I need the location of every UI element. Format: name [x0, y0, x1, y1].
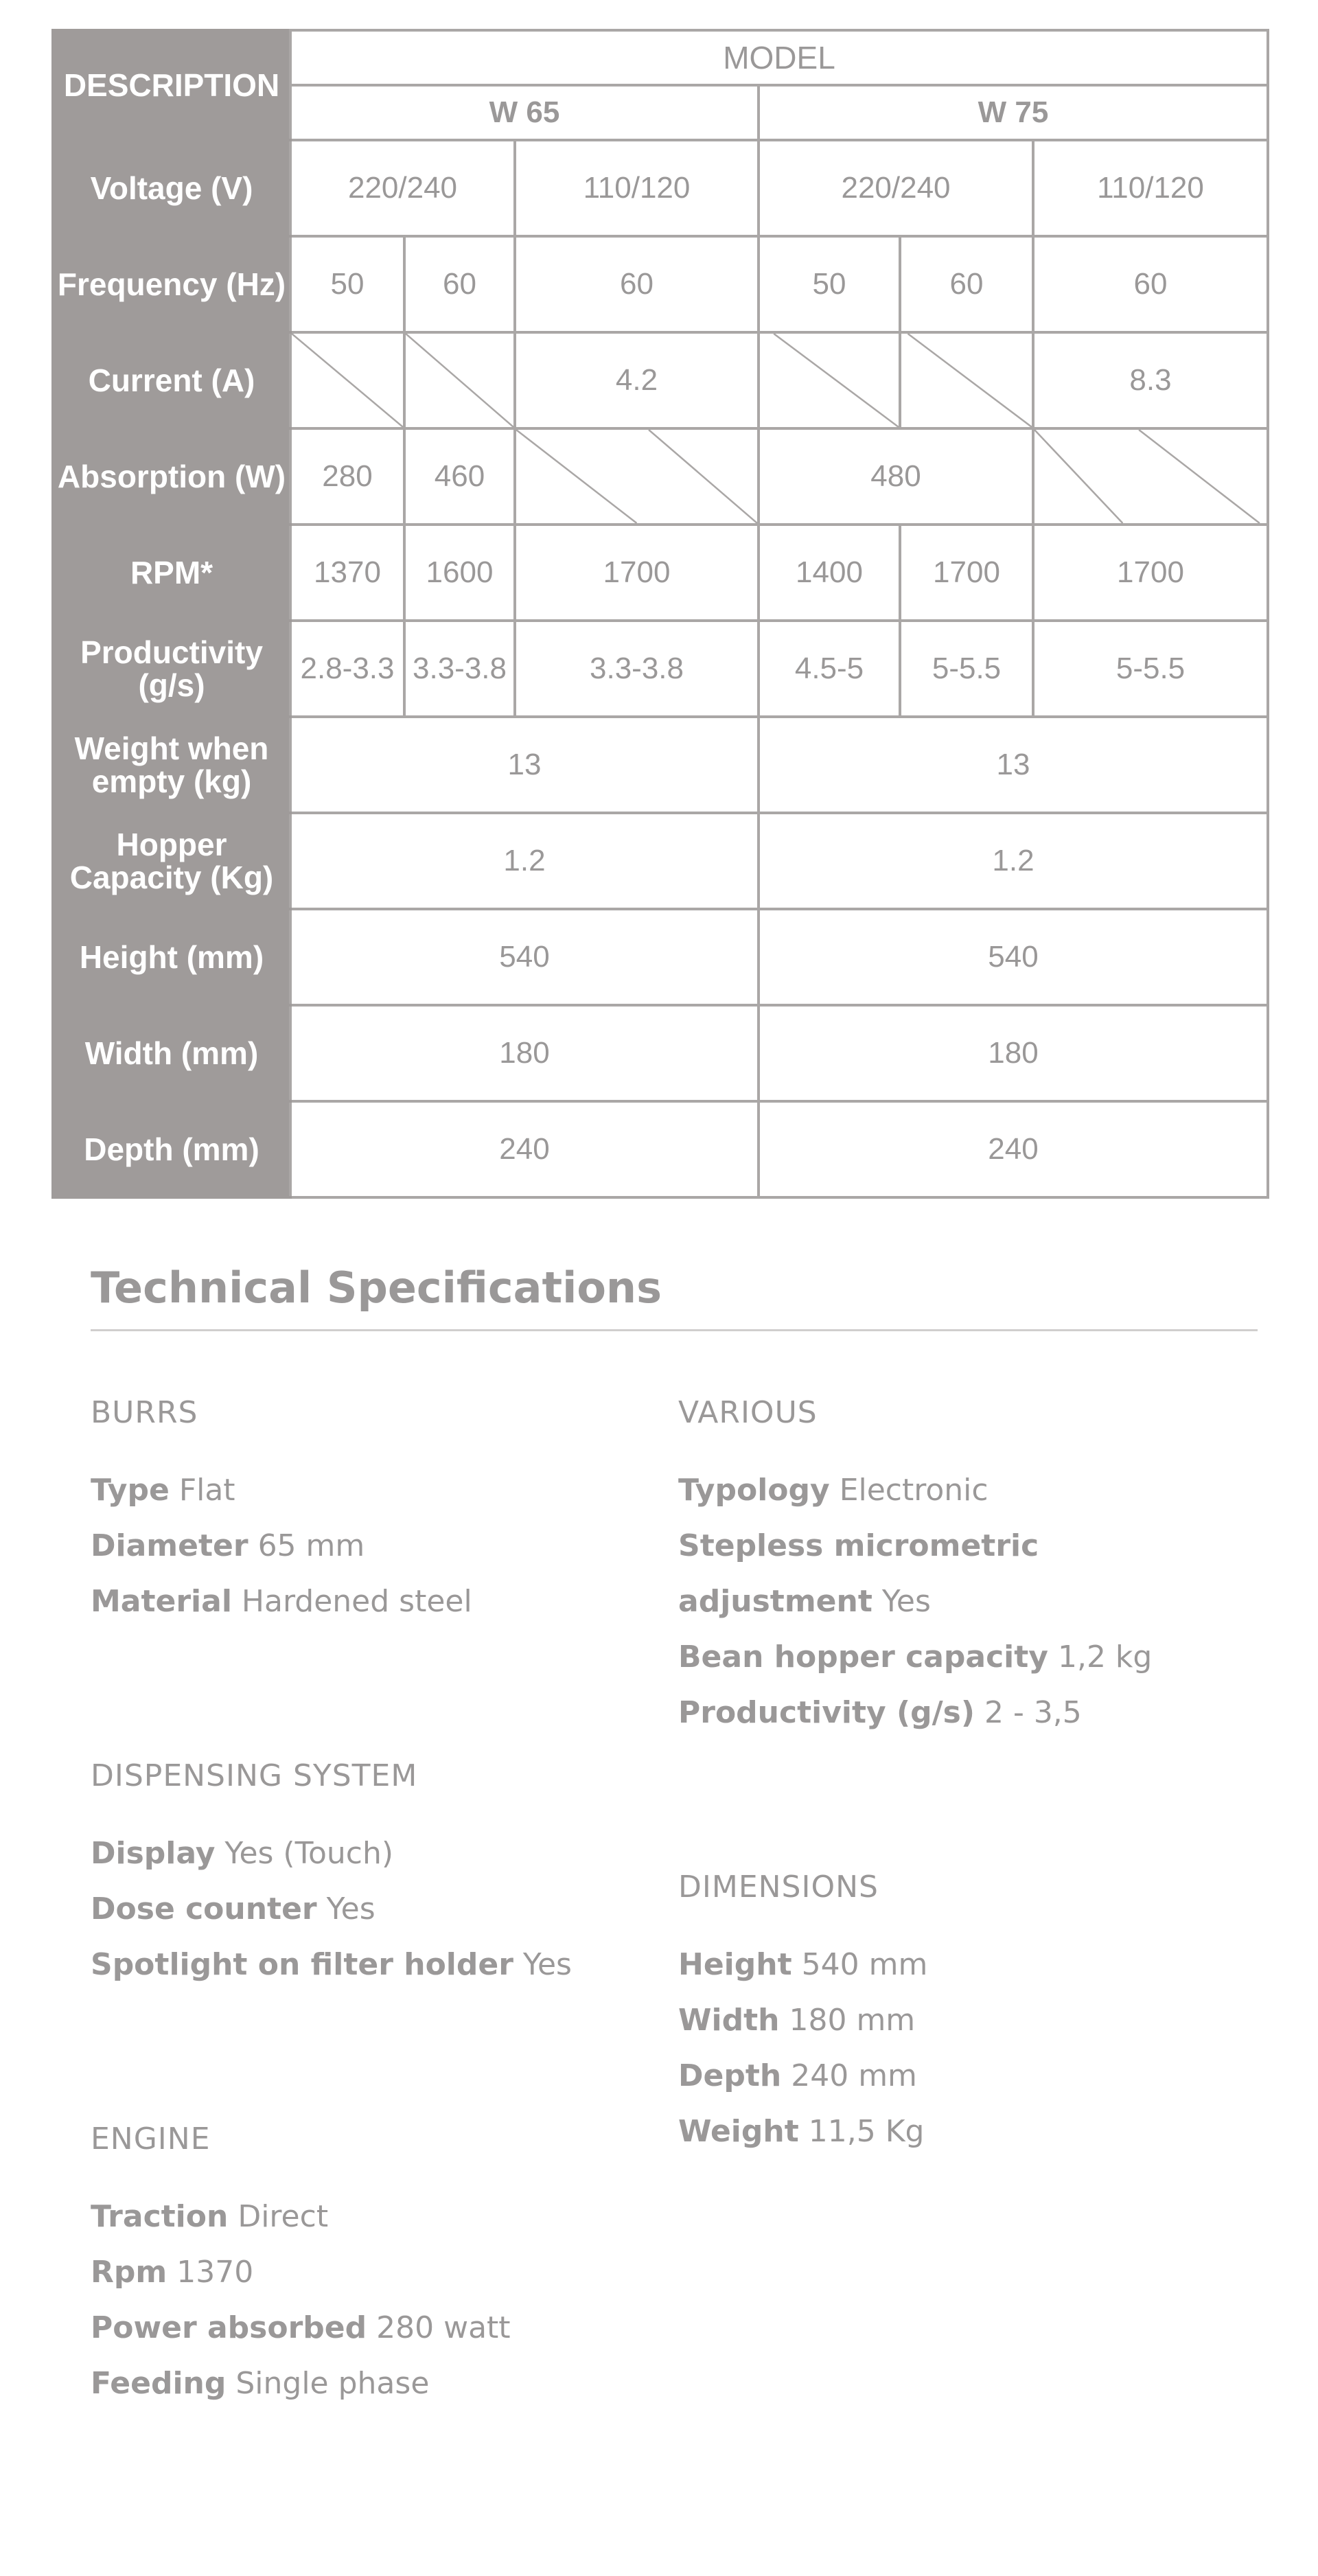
table-cell: 13 — [759, 717, 1268, 813]
table-cell: 60 — [404, 236, 515, 332]
table-cell: 460 — [404, 428, 515, 525]
table-cell: 1400 — [759, 525, 900, 621]
table-cell: 13 — [290, 717, 759, 813]
table-cell: 240 — [759, 1101, 1268, 1197]
row-label: Height (mm) — [53, 909, 290, 1005]
group-title: DISPENSING SYSTEM — [91, 1758, 418, 1793]
group-title: VARIOUS — [678, 1395, 818, 1430]
table-cell: 3.3-3.8 — [515, 621, 759, 717]
table-cell: 280 — [290, 428, 404, 525]
row-label: Width (mm) — [53, 1005, 290, 1101]
empty-cell — [1033, 428, 1268, 525]
row-label: RPM* — [53, 525, 290, 621]
specs-left-column — [91, 1388, 654, 2533]
table-cell: 1370 — [290, 525, 404, 621]
technical-specifications — [91, 1254, 1258, 2401]
empty-cell — [404, 332, 515, 428]
row-label: Productivity (g/s) — [53, 621, 290, 717]
empty-cell — [900, 332, 1033, 428]
table-cell: 2.8-3.3 — [290, 621, 404, 717]
spec-item: Depth 240 mm — [678, 2058, 917, 2093]
group-dimensions — [678, 1863, 1241, 2159]
spec-item: Traction Direct — [91, 2199, 329, 2234]
table-cell: 240 — [290, 1101, 759, 1197]
spec-table — [51, 29, 1269, 1199]
model-w65: W 65 — [290, 85, 759, 140]
table-cell: 180 — [759, 1005, 1268, 1101]
table-cell: 540 — [290, 909, 759, 1005]
table-cell: 1700 — [515, 525, 759, 621]
table-cell: 110/120 — [1033, 140, 1268, 236]
spec-item: Power absorbed 280 watt — [91, 2310, 511, 2345]
model-header: MODEL — [290, 30, 1268, 85]
spec-item: Productivity (g/s) 2 - 3,5 — [678, 1695, 1082, 1730]
table-cell: 8.3 — [1033, 332, 1268, 428]
row-label: Hopper Capacity (Kg) — [53, 813, 290, 909]
table-cell: 5-5.5 — [1033, 621, 1268, 717]
group-burrs — [91, 1388, 654, 1629]
row-label: Depth (mm) — [53, 1101, 290, 1197]
table-cell: 480 — [759, 428, 1033, 525]
table-cell: 1700 — [900, 525, 1033, 621]
spec-item: Height 540 mm — [678, 1947, 928, 1982]
row-label: Absorption (W) — [53, 428, 290, 525]
group-various — [678, 1388, 1241, 1740]
empty-cell — [290, 332, 404, 428]
spec-item: Diameter 65 mm — [91, 1528, 365, 1563]
group-engine — [91, 2115, 654, 2411]
spec-item: Feeding Single phase — [91, 2366, 430, 2401]
table-cell: 60 — [900, 236, 1033, 332]
spec-item: Stepless micrometric adjustment Yes — [678, 1528, 1039, 1619]
row-label: Voltage (V) — [53, 140, 290, 236]
table-cell: 4.2 — [515, 332, 759, 428]
specs-right-column — [678, 1388, 1241, 2281]
section-title: Technical Specifications — [91, 1263, 662, 1313]
table-cell: 1.2 — [759, 813, 1268, 909]
table-cell: 540 — [759, 909, 1268, 1005]
row-label: Frequency (Hz) — [53, 236, 290, 332]
row-label: Current (A) — [53, 332, 290, 428]
spec-item: Type Flat — [91, 1473, 235, 1508]
spec-item: Spotlight on filter holder Yes — [91, 1947, 572, 1982]
group-dispensing-system — [91, 1751, 654, 1992]
table-cell: 60 — [1033, 236, 1268, 332]
group-title: DIMENSIONS — [678, 1870, 879, 1905]
empty-cell — [759, 332, 900, 428]
spec-item: Weight 11,5 Kg — [678, 2114, 925, 2149]
table-cell: 50 — [290, 236, 404, 332]
spec-item: Typology Electronic — [678, 1473, 988, 1508]
group-title: BURRS — [91, 1395, 198, 1430]
table-cell: 4.5-5 — [759, 621, 900, 717]
group-title: ENGINE — [91, 2121, 211, 2157]
row-label: Weight when empty (kg) — [53, 717, 290, 813]
spec-item: Width 180 mm — [678, 2003, 916, 2038]
divider — [91, 1329, 1258, 1331]
description-header: DESCRIPTION — [53, 30, 290, 140]
empty-cell — [515, 428, 759, 525]
table-cell: 110/120 — [515, 140, 759, 236]
spec-item: Material Hardened steel — [91, 1584, 472, 1619]
table-cell: 1.2 — [290, 813, 759, 909]
spec-item: Display Yes (Touch) — [91, 1836, 394, 1871]
table-cell: 60 — [515, 236, 759, 332]
table-cell: 1700 — [1033, 525, 1268, 621]
table-cell: 3.3-3.8 — [404, 621, 515, 717]
table-cell: 180 — [290, 1005, 759, 1101]
table-cell: 220/240 — [759, 140, 1033, 236]
table-cell: 1600 — [404, 525, 515, 621]
spec-item: Dose counter Yes — [91, 1891, 375, 1927]
table-cell: 50 — [759, 236, 900, 332]
model-w75: W 75 — [759, 85, 1268, 140]
table-cell: 5-5.5 — [900, 621, 1033, 717]
spec-item: Rpm 1370 — [91, 2255, 254, 2290]
spec-item: Bean hopper capacity 1,2 kg — [678, 1640, 1153, 1675]
table-cell: 220/240 — [290, 140, 515, 236]
